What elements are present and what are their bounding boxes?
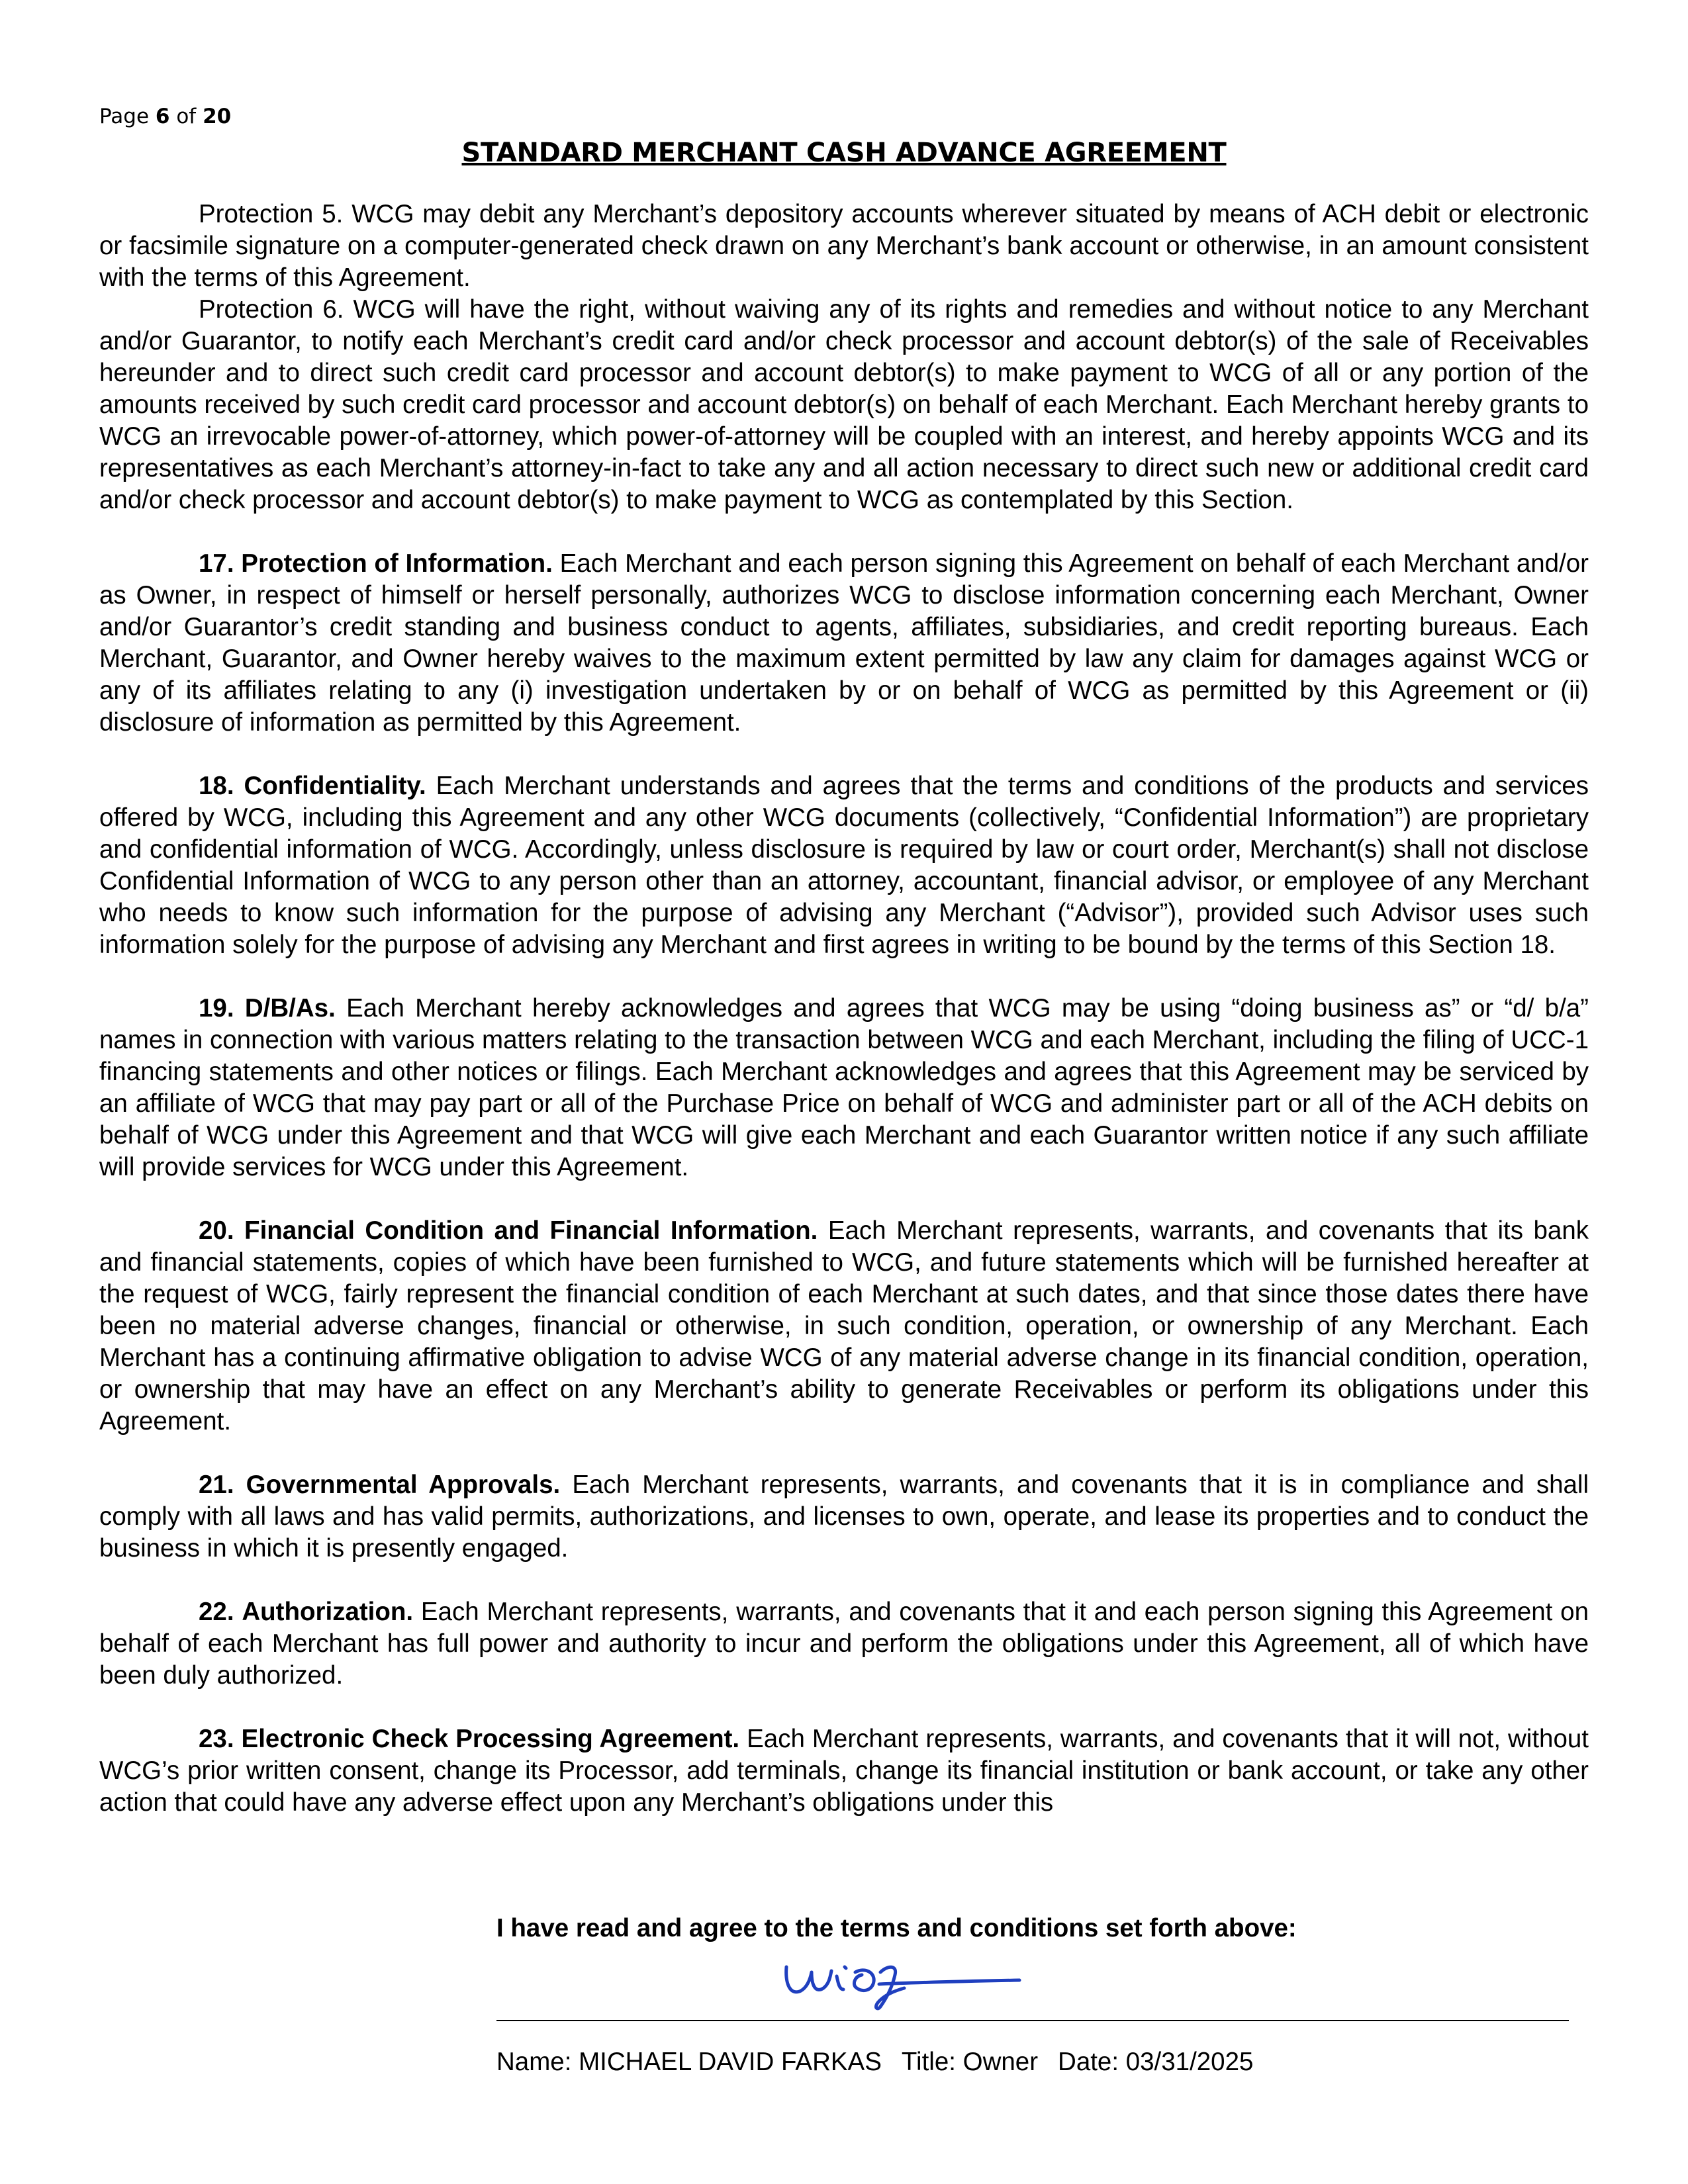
acknowledgement-text: I have read and agree to the terms and conditions set forth above: <box>496 1914 1297 1942</box>
section-text: Each Merchant represents, warrants, and covenants that it is in compliance and shall comply with all laws and has valid permits, authorizations, and licenses to own, operate, and lease its properties and to conduct the business in which it is presently engaged. <box>99 1471 1589 1563</box>
section-23 <box>99 1723 1589 1819</box>
section-text: Each Merchant represents, warrants, and covenants that it and each person signing this Agreement on behalf of each Merchant has full power and authority to incur and perform the obligations under this Agreement, all of which have been duly authorized. <box>99 1598 1589 1690</box>
section-heading: Governmental Approvals. <box>246 1471 561 1499</box>
section-heading: Confidentiality. <box>244 772 426 800</box>
section-18 <box>99 770 1589 961</box>
page-current: 6 <box>155 105 170 128</box>
agreement-body <box>99 199 1589 1819</box>
page-total: 20 <box>203 105 232 128</box>
signature-date: Date: 03/31/2025 <box>1058 2048 1254 2076</box>
section-heading: Financial Condition and Financial Information. <box>244 1216 818 1245</box>
page-number: Page 6 of 20 <box>99 105 232 128</box>
section-heading: Protection of Information. <box>241 549 553 578</box>
section-heading: Authorization. <box>242 1598 414 1626</box>
section-number: 19. <box>199 994 234 1023</box>
section-text: Each Merchant represents, warrants, and covenants that its bank and financial statements, copies of which have been furnished to WCG, and future statements which will be furnished hereafter at the request of WCG, fairly represent the financial condition of each Merchant at such dates, and that since those dates there have been no material adverse changes, financial or otherwise, in such condition, operation, or ownership of any Merchant. Each Merchant has a continuing affirmative obligation to advise WCG of any material adverse change in its financial condition, operation, or ownership that may have an effect on any Merchant’s ability to generate Receivables or perform its obligations under this Agreement. <box>99 1216 1589 1435</box>
section-number: 17. <box>199 549 234 578</box>
section-text: Each Merchant hereby acknowledges and agrees that WCG may be using “doing business as” or “d/ b/a” names in connection with various matters relating to the transaction between WCG and each Merchant, including the filing of UCC-1 financing statements and other notices or filings. Each Merchant acknowledges and agrees that this Agreement may be serviced by an affiliate of WCG that may pay part or all of the Purchase Price on behalf of WCG and administer part or all of the ACH debits on behalf of WCG under this Agreement and that WCG will give each Merchant and each Guarantor written notice if any such affiliate will provide services for WCG under this Agreement. <box>99 994 1589 1181</box>
section-number: 18. <box>199 772 234 800</box>
section-text: Each Merchant and each person signing this Agreement on behalf of each Merchant and/or as Owner, in respect of himself or herself personally, authorizes WCG to disclose information concerning each Merchant, Owner and/or Guarantor’s credit standing and business conduct to agents, affiliates, subsidiaries, and credit reporting bureaus. Each Merchant, Guarantor, and Owner hereby waives to the maximum extent permitted by law any claim for damages against WCG or any of its affiliates relating to any (i) investigation undertaken by or on behalf of WCG as permitted by this Agreement or (ii) disclosure of information as permitted by this Agreement. <box>99 549 1589 737</box>
signer-name: Name: MICHAEL DAVID FARKAS <box>496 2048 882 2076</box>
section-heading: Electronic Check Processing Agreement. <box>241 1725 740 1753</box>
document-title: STANDARD MERCHANT CASH ADVANCE AGREEMENT <box>461 138 1227 168</box>
section-number: 21. <box>199 1471 234 1499</box>
section-number: 20. <box>199 1216 234 1245</box>
paragraph-protection-5: Protection 5. WCG may debit any Merchant’s depository accounts wherever situated by means of ACH debit or electronic or facsimile signature on a computer-generated check drawn on any Merchant’s bank account or otherwise, in an amount consistent with the terms of this Agreement. <box>99 200 1589 292</box>
section-number: 22. <box>199 1598 234 1626</box>
section-21 <box>99 1469 1589 1565</box>
section-number: 23. <box>199 1725 234 1753</box>
section-text: Each Merchant understands and agrees that the terms and conditions of the products and services offered by WCG, including this Agreement and any other WCG documents (collectively, “Confidential Information”) are proprietary and confidential information of WCG. Accordingly, unless disclosure is required by law or court order, Merchant(s) shall not disclose Confidential Information of WCG to any person other than an attorney, accountant, financial advisor, or employee of any Merchant who needs to know such information for the purpose of advising any Merchant (“Advisor”), provided such Advisor uses such information solely for the purpose of advising any Merchant and first agrees in writing to be bound by the terms of this Section 18. <box>99 772 1589 959</box>
signer-info <box>496 2046 1273 2078</box>
handwritten-signature <box>781 1952 1033 2012</box>
section-heading: D/B/As. <box>244 994 336 1023</box>
section-19 <box>99 993 1589 1183</box>
signer-title: Title: Owner <box>901 2048 1039 2076</box>
section-22 <box>99 1596 1589 1692</box>
section-17 <box>99 548 1589 739</box>
paragraph-protection-6: Protection 6. WCG will have the right, without waiving any of its rights and remedies and without notice to any Merchant and/or Guarantor, to notify each Merchant’s credit card and/or check processor and account debtor(s) of the sale of Receivables hereunder and to direct such credit card processor and account debtor(s) to make payment to WCG of all or any portion of the amounts received by such credit card processor and account debtor(s) on behalf of each Merchant. Each Merchant hereby grants to WCG an irrevocable power-of-attorney, which power-of-attorney will be coupled with an interest, and hereby appoints WCG and its representatives as each Merchant’s attorney-in-fact to take any and all action necessary to direct such new or additional credit card and/or check processor and account debtor(s) to make payment to WCG as contemplated by this Section. <box>99 295 1589 514</box>
section-text: Each Merchant represents, warrants, and covenants that it will not, without WCG’s prior written consent, change its Processor, add terminals, change its financial institution or bank account, or take any other action that could have any adverse effect upon any Merchant’s obligations under this <box>99 1725 1589 1817</box>
section-20 <box>99 1215 1589 1437</box>
signature-line <box>496 2020 1569 2021</box>
